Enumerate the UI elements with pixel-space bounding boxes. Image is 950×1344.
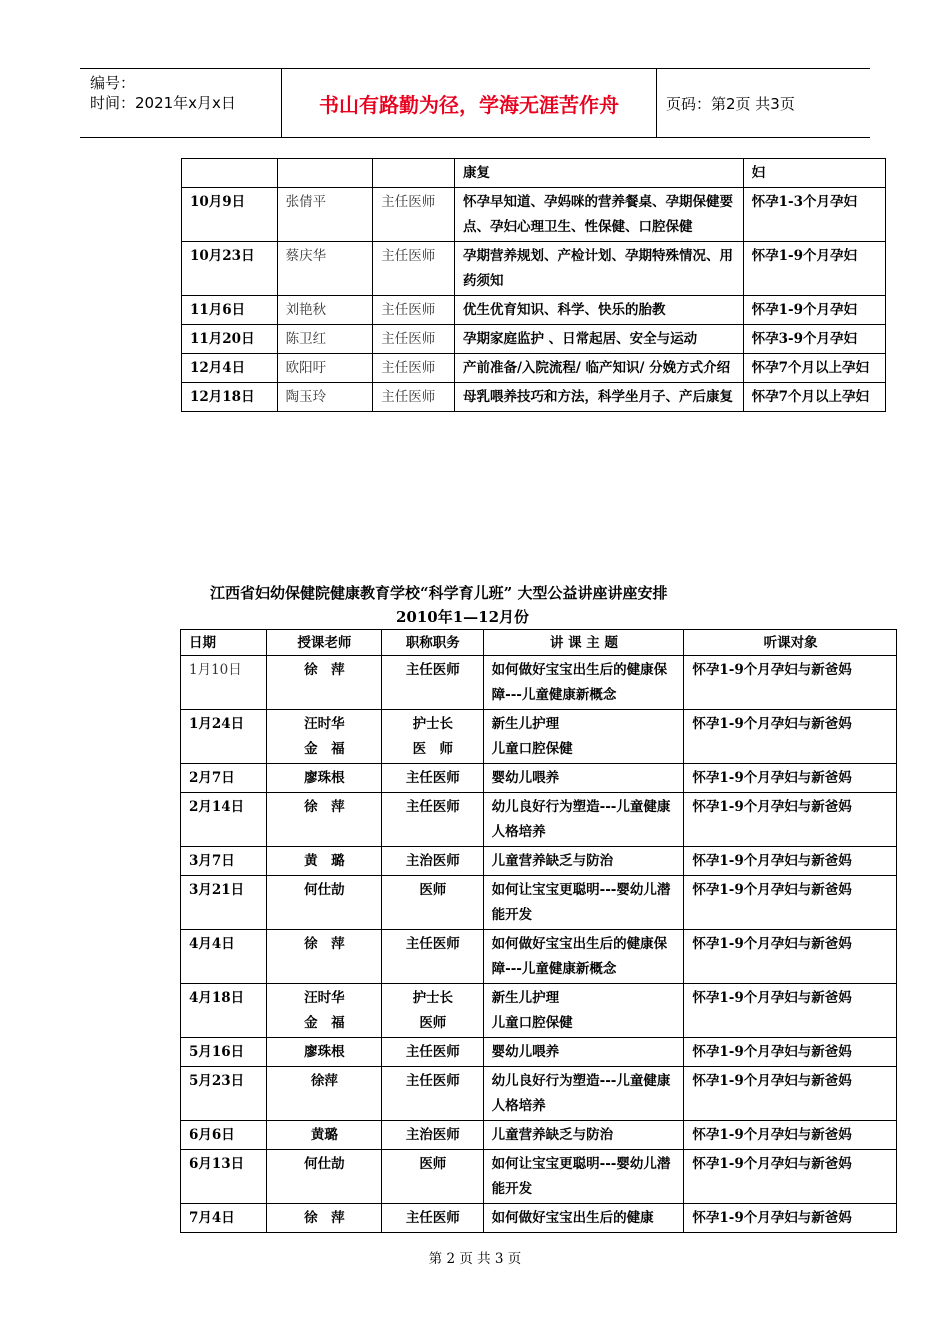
cell-teacher-line: 徐 萍 [304,1210,345,1226]
cell-topic-line: 婴幼儿喂养 [491,770,560,786]
cell-teacher: 刘艳秋 [277,296,373,325]
header-date: 日期 [181,630,267,656]
cell-topic: 母乳喂养技巧和方法，科学坐月子、产后康复 [454,383,743,412]
cell-title-line: 主任医师 [405,1210,460,1226]
cell-title [382,1121,484,1150]
cell-teacher [266,1150,381,1204]
cell-topic: 康复 [454,159,743,188]
cell-date: 11月6日 [182,296,278,325]
cell-audience: 怀孕1-9个月孕妇与新爸妈 [684,984,897,1038]
cell-topic: 优生优育知识、科学、快乐的胎教 [454,296,743,325]
table-row [181,1121,897,1150]
table-header-row [181,630,897,656]
cell-teacher-line: 徐 萍 [304,662,345,678]
cell-title-line: 护士长 [412,716,454,732]
cell-topic-line: 儿童营养缺乏与防治 [491,853,614,869]
cell-teacher-line: 汪时华 [304,716,345,732]
cell-title: 主任医师 [373,188,455,242]
section-title: 江西省妇幼保健院健康教育学校“科学育儿班” 大型公益讲座讲座安排 [210,584,668,602]
cell-date: 4月4日 [181,930,267,984]
cell-teacher [266,847,381,876]
cell-teacher [266,793,381,847]
cell-title [382,847,484,876]
table-row [181,1067,897,1121]
cell-teacher: 陈卫红 [277,325,373,354]
cell-date: 3月21日 [181,876,267,930]
cell-teacher-line: 徐 萍 [304,936,345,952]
table-row [182,383,886,412]
table-row [182,296,886,325]
cell-audience: 妇 [743,159,885,188]
cell-audience: 怀孕1-9个月孕妇 [743,242,885,296]
cell-title [382,930,484,984]
cell-teacher [266,1038,381,1067]
cell-topic [483,793,684,847]
cell-audience: 怀孕1-9个月孕妇与新爸妈 [684,1204,897,1233]
cell-topic [483,1067,684,1121]
document-number-label: 编号： [90,74,136,92]
cell-teacher: 陶玉玲 [277,383,373,412]
cell-date: 4月18日 [181,984,267,1038]
table-row [181,1204,897,1233]
table-row [181,710,897,764]
cell-title [382,793,484,847]
cell-date [182,159,278,188]
cell-topic-line: 如何做好宝宝出生后的健康保障---儿童健康新概念 [491,662,668,703]
page-header [80,68,870,138]
cell-teacher-line: 何仕劼 [304,882,345,898]
cell-title-line: 主任医师 [405,662,460,678]
table-row [181,656,897,710]
cell-title [382,656,484,710]
cell-title-line: 医师 [419,1156,447,1172]
cell-topic: 孕期家庭监护 、日常起居、安全与运动 [454,325,743,354]
cell-audience: 怀孕3-9个月孕妇 [743,325,885,354]
document-time-label: 时间：2021年x月x日 [90,94,236,112]
cell-date: 6月13日 [181,1150,267,1204]
cell-topic [483,1121,684,1150]
cell-topic [483,876,684,930]
cell-topic [483,710,684,764]
cell-title-line: 主治医师 [405,853,460,869]
cell-teacher [266,1067,381,1121]
cell-teacher: 蔡庆华 [277,242,373,296]
header-title: 职称职务 [382,630,484,656]
cell-title-line: 医师 [419,882,447,898]
table-row [181,793,897,847]
cell-teacher [266,984,381,1038]
table-row [181,876,897,930]
cell-date: 1月10日 [181,656,267,710]
cell-title [382,710,484,764]
cell-teacher [266,710,381,764]
cell-audience: 怀孕1-9个月孕妇与新爸妈 [684,930,897,984]
cell-date: 6月6日 [181,1121,267,1150]
cell-topic-line: 新生儿护理 [491,716,560,732]
cell-title-line: 主任医师 [405,799,460,815]
cell-topic: 孕期营养规划、产检计划、孕期特殊情况、用药须知 [454,242,743,296]
cell-teacher-line: 黄 璐 [304,853,345,869]
cell-teacher [266,656,381,710]
schedule-table-continued [181,158,886,412]
cell-audience: 怀孕7个月以上孕妇 [743,383,885,412]
cell-topic [483,656,684,710]
cell-audience: 怀孕1-9个月孕妇与新爸妈 [684,1038,897,1067]
cell-teacher-line: 徐萍 [310,1073,338,1089]
table-row [182,159,886,188]
cell-date: 3月7日 [181,847,267,876]
cell-audience: 怀孕1-9个月孕妇 [743,296,885,325]
cell-title-line: 主任医师 [405,770,460,786]
cell-topic-line: 新生儿护理 [491,990,560,1006]
cell-title [382,1038,484,1067]
cell-teacher-line: 金 福 [304,1015,345,1031]
cell-teacher: 张倩平 [277,188,373,242]
cell-topic-line: 婴幼儿喂养 [491,1044,560,1060]
header-meta [80,69,280,137]
cell-teacher [266,876,381,930]
cell-title-line: 主治医师 [405,1127,460,1143]
cell-topic [483,847,684,876]
lecture-schedule-table [180,629,897,1233]
cell-teacher [266,764,381,793]
cell-date: 5月16日 [181,1038,267,1067]
cell-teacher [266,930,381,984]
cell-title [382,1150,484,1204]
cell-audience: 怀孕1-9个月孕妇与新爸妈 [684,656,897,710]
table-row [181,847,897,876]
cell-topic-line: 儿童口腔保健 [491,1015,573,1031]
cell-title [373,159,455,188]
cell-date: 10月23日 [182,242,278,296]
cell-date: 10月9日 [182,188,278,242]
cell-topic [483,1150,684,1204]
header-audience: 听课对象 [684,630,897,656]
cell-title [382,1204,484,1233]
cell-topic: 产前准备/入院流程/ 临产知识/ 分娩方式介绍 [454,354,743,383]
cell-title: 主任医师 [373,325,455,354]
cell-teacher [277,159,373,188]
table-row [181,1150,897,1204]
cell-date: 1月24日 [181,710,267,764]
header-topic: 讲 课 主 题 [483,630,684,656]
cell-date: 12月4日 [182,354,278,383]
table-row [182,188,886,242]
cell-title: 主任医师 [373,383,455,412]
page-footer: 第 2 页 共 3 页 [428,1251,522,1267]
cell-audience: 怀孕7个月以上孕妇 [743,354,885,383]
header-teacher: 授课老师 [266,630,381,656]
cell-topic-line: 幼儿良好行为塑造---儿童健康人格培养 [491,799,671,840]
cell-teacher [266,1204,381,1233]
header-page-info: 页码：第2页 共3页 [666,94,795,113]
cell-audience: 怀孕1-9个月孕妇与新爸妈 [684,710,897,764]
cell-teacher-line: 黄璐 [310,1127,338,1143]
cell-audience: 怀孕1-9个月孕妇与新爸妈 [684,793,897,847]
cell-teacher: 欧阳吁 [277,354,373,383]
cell-topic-line: 如何让宝宝更聪明---婴幼儿潜能开发 [491,1156,671,1197]
cell-teacher [266,1121,381,1150]
table-row [181,1038,897,1067]
cell-topic-line: 如何做好宝宝出生后的健康 [491,1210,654,1226]
cell-audience: 怀孕1-9个月孕妇与新爸妈 [684,1121,897,1150]
table-row [181,984,897,1038]
cell-title-line: 主任医师 [405,1044,460,1060]
cell-audience: 怀孕1-9个月孕妇与新爸妈 [684,1150,897,1204]
cell-topic-line: 儿童口腔保健 [491,741,573,757]
cell-topic-line: 如何做好宝宝出生后的健康保障---儿童健康新概念 [491,936,668,977]
cell-title [382,764,484,793]
cell-audience: 怀孕1-9个月孕妇与新爸妈 [684,1067,897,1121]
cell-audience: 怀孕1-9个月孕妇与新爸妈 [684,876,897,930]
cell-title [382,984,484,1038]
cell-audience: 怀孕1-9个月孕妇与新爸妈 [684,847,897,876]
cell-title: 主任医师 [373,354,455,383]
cell-title-line: 医师 [419,1015,447,1031]
table-row [181,930,897,984]
table-row [182,242,886,296]
cell-date: 2月14日 [181,793,267,847]
cell-title-line: 主任医师 [405,1073,460,1089]
cell-topic [483,764,684,793]
cell-teacher-line: 何仕劼 [304,1156,345,1172]
table-row [182,325,886,354]
cell-teacher-line: 金 福 [304,741,345,757]
cell-title [382,1067,484,1121]
cell-date: 11月20日 [182,325,278,354]
cell-date: 5月23日 [181,1067,267,1121]
table-row [182,354,886,383]
cell-title: 主任医师 [373,242,455,296]
cell-date: 12月18日 [182,383,278,412]
cell-topic: 怀孕早知道、孕妈咪的营养餐桌、孕期保健要点、孕妇心理卫生、性保健、口腔保健 [454,188,743,242]
cell-audience: 怀孕1-3个月孕妇 [743,188,885,242]
cell-title-line: 医 师 [412,741,454,757]
cell-topic [483,1204,684,1233]
cell-topic [483,930,684,984]
cell-teacher-line: 廖珠根 [304,1044,345,1060]
cell-audience: 怀孕1-9个月孕妇与新爸妈 [684,764,897,793]
cell-date: 2月7日 [181,764,267,793]
cell-teacher-line: 汪时华 [304,990,345,1006]
cell-title: 主任医师 [373,296,455,325]
cell-topic-line: 儿童营养缺乏与防治 [491,1127,614,1143]
cell-teacher-line: 廖珠根 [304,770,345,786]
cell-title-line: 主任医师 [405,936,460,952]
header-motto: 书山有路勤为径，学海无涯苦作舟 [281,69,657,137]
cell-title [382,876,484,930]
cell-teacher-line: 徐 萍 [304,799,345,815]
cell-topic [483,984,684,1038]
section-subtitle: 2010年1—12月份 [396,608,530,626]
cell-topic [483,1038,684,1067]
cell-topic-line: 幼儿良好行为塑造---儿童健康人格培养 [491,1073,671,1114]
cell-date: 7月4日 [181,1204,267,1233]
cell-title-line: 护士长 [412,990,454,1006]
cell-topic-line: 如何让宝宝更聪明---婴幼儿潜能开发 [491,882,671,923]
table-row [181,764,897,793]
